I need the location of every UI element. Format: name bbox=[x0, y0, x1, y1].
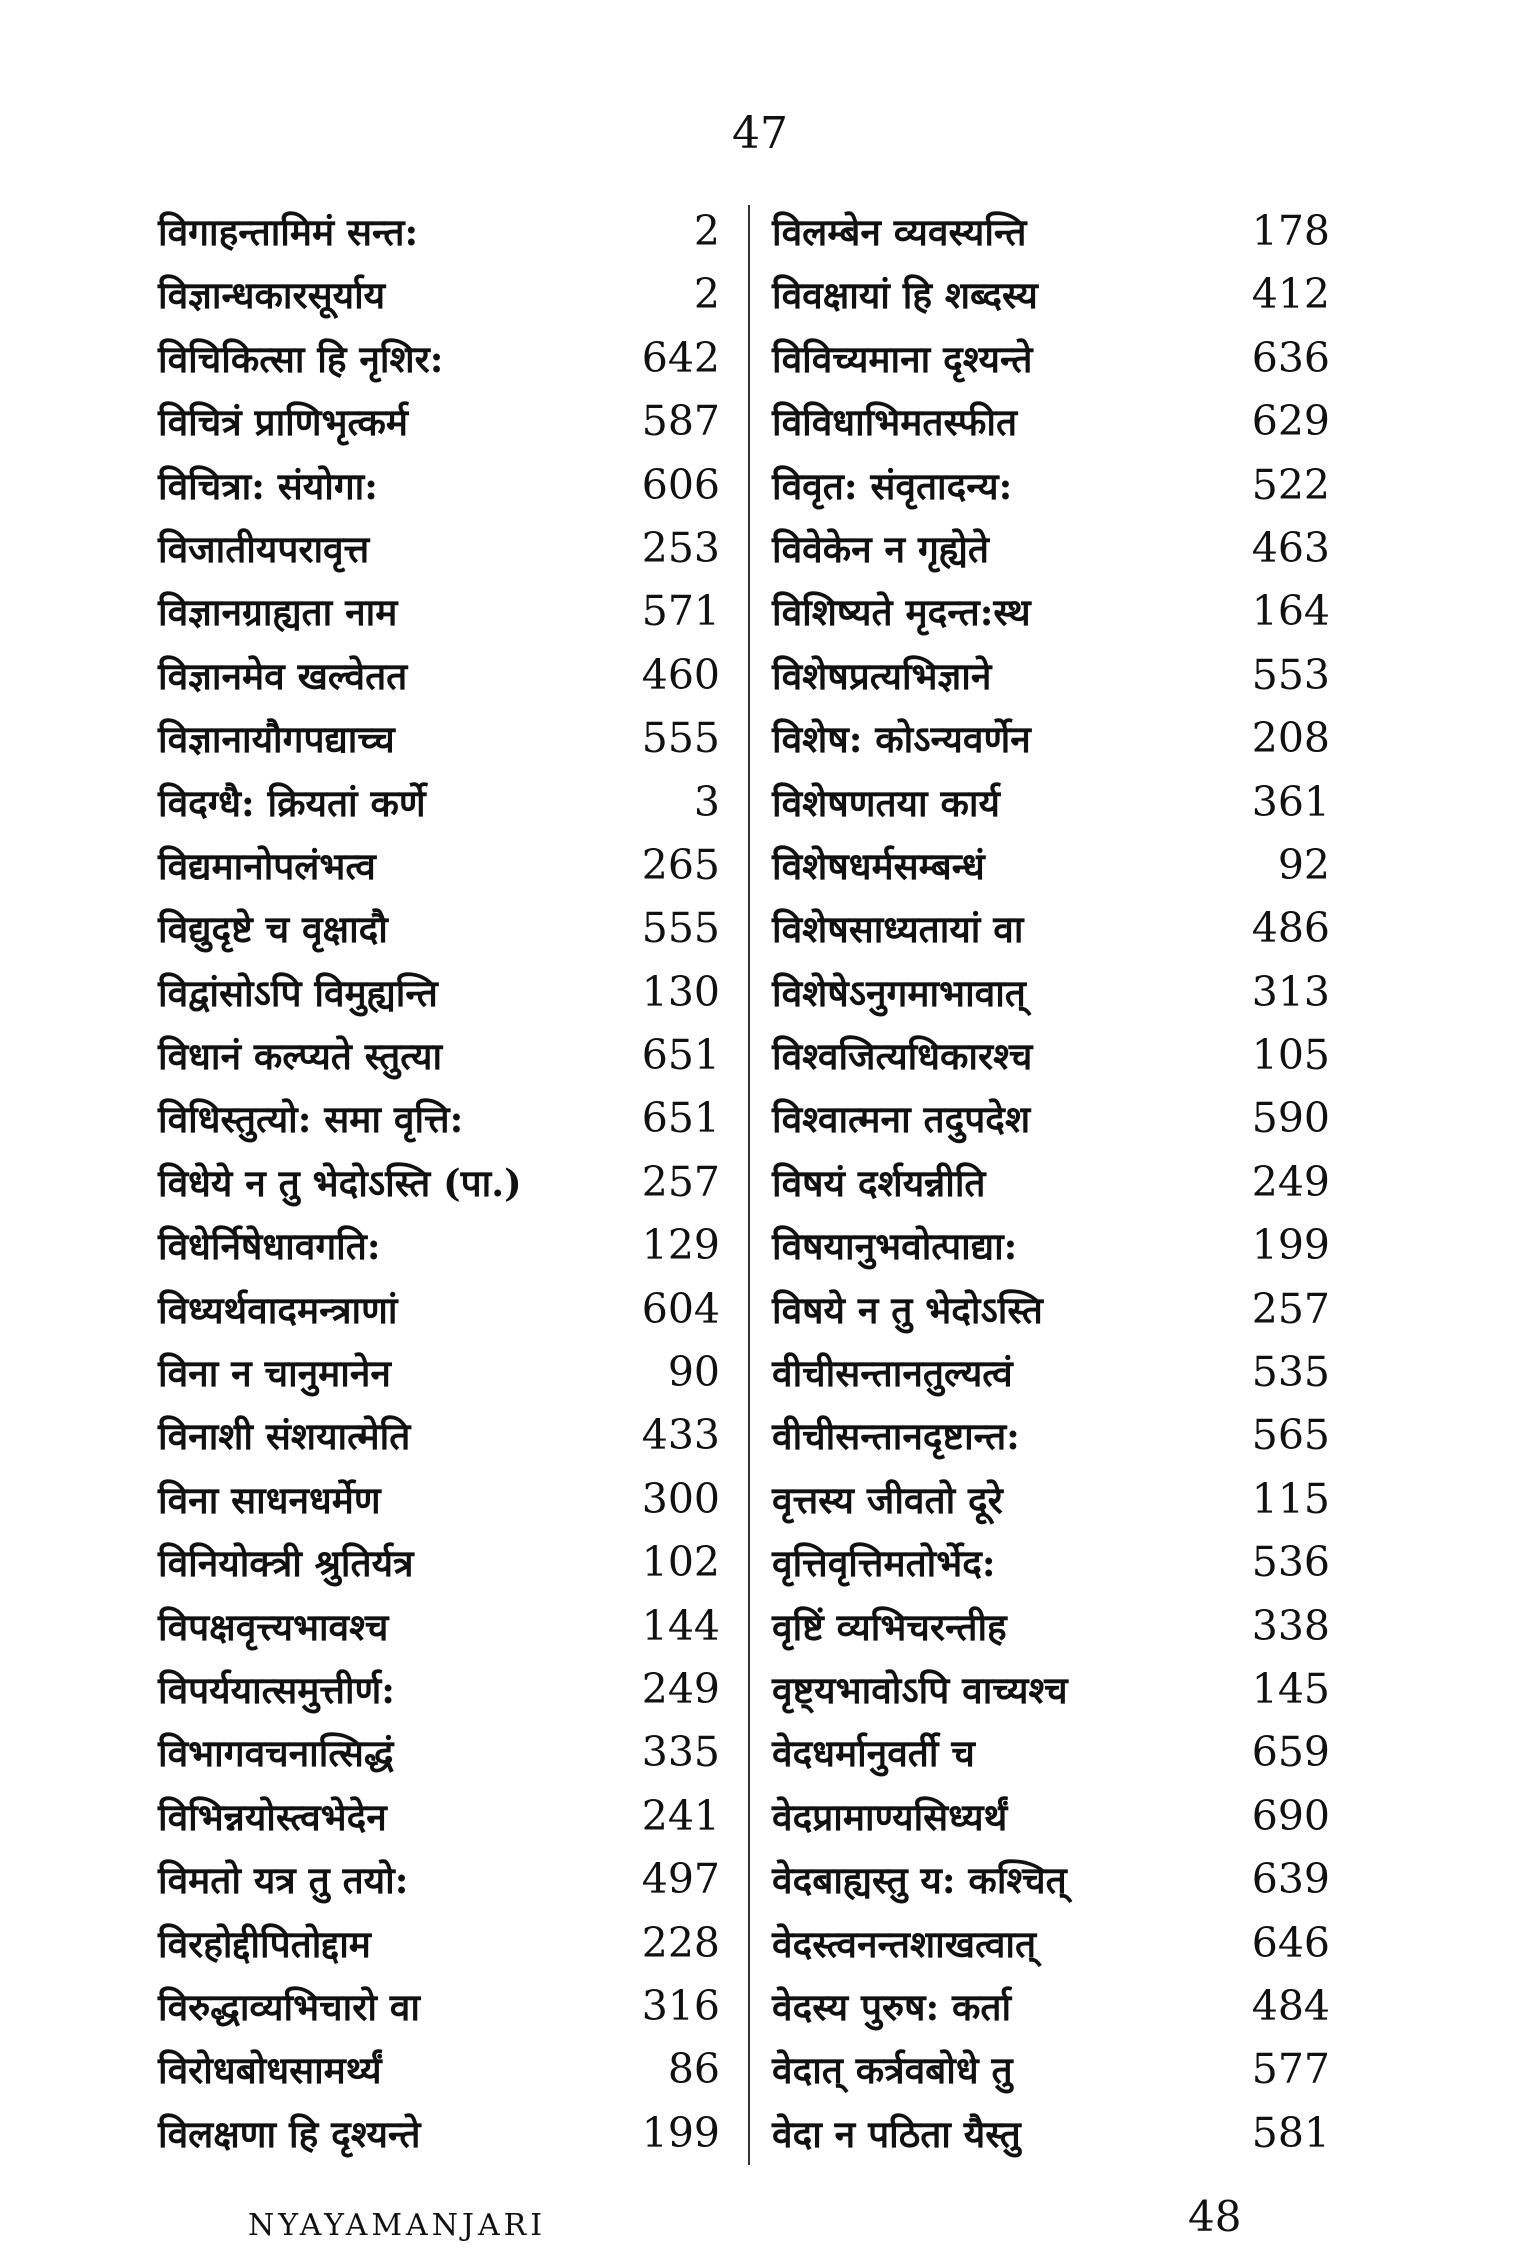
index-entry bbox=[158, 1404, 720, 1467]
entry-text: विध्यर्थवादमन्त्राणां bbox=[158, 1287, 398, 1332]
entry-page-number: 565 bbox=[1251, 1411, 1330, 1460]
entry-page-number: 265 bbox=[641, 840, 720, 889]
entry-page-number: 555 bbox=[641, 904, 720, 953]
entry-page-number: 581 bbox=[1251, 2108, 1330, 2157]
entry-text: विषयं दर्शयन्नीति bbox=[772, 1160, 986, 1205]
entry-text: वेदात् कर्त्रवबोधे तु bbox=[772, 2048, 1013, 2093]
index-entry bbox=[158, 580, 720, 643]
entry-text: विज्ञान्धकारसूर्याय bbox=[158, 273, 386, 318]
index-entry bbox=[772, 1214, 1330, 1277]
entry-text: विशेषेऽनुगमाभावात् bbox=[772, 970, 1026, 1015]
entry-text: विभागवचनात्सिद्धं bbox=[158, 1731, 394, 1776]
entry-text: विरोधबोधसामर्थ्यं bbox=[158, 2048, 382, 2093]
entry-page-number: 257 bbox=[641, 1157, 720, 1206]
entry-text: वेदस्य पुरुष: कर्ता bbox=[772, 1984, 1012, 2029]
entry-page-number: 484 bbox=[1251, 1981, 1330, 2030]
index-entry bbox=[772, 263, 1330, 326]
index-entry bbox=[772, 1024, 1330, 1087]
entry-text: विधेर्निषेधावगति: bbox=[158, 1224, 381, 1269]
entry-page-number: 587 bbox=[641, 397, 720, 446]
index-entry bbox=[772, 2102, 1330, 2165]
index-entry bbox=[772, 961, 1330, 1024]
entry-page-number: 130 bbox=[641, 967, 720, 1016]
entry-page-number: 102 bbox=[641, 1538, 720, 1587]
entry-page-number: 90 bbox=[667, 1348, 720, 1397]
entry-page-number: 577 bbox=[1251, 2045, 1330, 2094]
column-divider bbox=[748, 205, 750, 2165]
entry-page-number: 2 bbox=[693, 207, 720, 255]
index-entry bbox=[772, 1658, 1330, 1721]
entry-text: विवेकेन न गृह्येते bbox=[772, 526, 990, 571]
entry-text: वृत्तिवृत्तिमतोर्भेद: bbox=[772, 1541, 996, 1586]
entry-text: विद्यमानोपलंभत्व bbox=[158, 843, 376, 888]
entry-page-number: 555 bbox=[641, 714, 720, 763]
entry-page-number: 651 bbox=[641, 1031, 720, 1080]
index-entry bbox=[772, 771, 1330, 834]
index-entry bbox=[158, 1912, 720, 1975]
entry-page-number: 571 bbox=[641, 587, 720, 636]
entry-text: वृष्टिं व्यभिचरन्तीह bbox=[772, 1604, 1007, 1649]
index-entry bbox=[772, 327, 1330, 390]
index-entry bbox=[772, 1848, 1330, 1911]
entry-page-number: 300 bbox=[641, 1474, 720, 1523]
entry-text: विद्युदृष्टे च वृक्षादौ bbox=[158, 907, 388, 952]
entry-page-number: 115 bbox=[1251, 1474, 1330, 1523]
index-entry bbox=[772, 1595, 1330, 1658]
entry-page-number: 199 bbox=[641, 2108, 720, 2157]
entry-text: वृष्ट्यभावोऽपि वाच्यश्च bbox=[772, 1667, 1068, 1712]
entry-page-number: 2 bbox=[693, 270, 720, 319]
entry-page-number: 249 bbox=[1251, 1157, 1330, 1206]
entry-text: विलक्षणा हि दृश्यन्ते bbox=[158, 2111, 421, 2156]
index-entry bbox=[158, 834, 720, 897]
entry-text: विशेष: कोऽन्यवर्णेन bbox=[772, 717, 1031, 762]
entry-text: विशेषसाध्यतायां वा bbox=[772, 907, 1024, 952]
entry-text: विज्ञानमेव खल्वेतत bbox=[158, 653, 408, 698]
entry-page-number: 92 bbox=[1277, 840, 1330, 889]
entry-page-number: 241 bbox=[641, 1791, 720, 1840]
index-entry bbox=[158, 1848, 720, 1911]
entry-page-number: 178 bbox=[1251, 207, 1330, 255]
entry-text: वीचीसन्तानदृष्टान्त: bbox=[772, 1414, 1020, 1459]
entry-page-number: 208 bbox=[1251, 714, 1330, 763]
index-entry bbox=[772, 1404, 1330, 1467]
index-entry bbox=[158, 1595, 720, 1658]
index-entry bbox=[158, 1975, 720, 2038]
entry-text: विमतो यत्र तु तयो: bbox=[158, 1858, 409, 1903]
entry-text: वीचीसन्तानतुल्यत्वं bbox=[772, 1351, 1013, 1396]
left-column bbox=[158, 200, 720, 2165]
entry-text: विपर्ययात्समुत्तीर्ण: bbox=[158, 1667, 395, 1712]
entry-text: वेदबाह्यस्तु य: कश्चित् bbox=[772, 1858, 1067, 1903]
entry-page-number: 412 bbox=[1251, 270, 1330, 319]
index-entry bbox=[158, 897, 720, 960]
index-entry bbox=[772, 1151, 1330, 1214]
entry-page-number: 257 bbox=[1251, 1284, 1330, 1333]
entry-text: विना न चानुमानेन bbox=[158, 1351, 391, 1396]
index-entry bbox=[772, 1785, 1330, 1848]
index-entry bbox=[158, 1658, 720, 1721]
index-entry bbox=[158, 771, 720, 834]
index-entry bbox=[772, 2038, 1330, 2101]
entry-page-number: 486 bbox=[1251, 904, 1330, 953]
entry-text: विशेषणतया कार्य bbox=[772, 780, 1000, 825]
entry-page-number: 639 bbox=[1251, 1855, 1330, 1904]
entry-text: वृत्तस्य जीवतो दूरे bbox=[772, 1477, 1003, 1522]
entry-page-number: 253 bbox=[641, 523, 720, 572]
entry-text: विज्ञानग्राह्यता नाम bbox=[158, 590, 398, 635]
entry-page-number: 690 bbox=[1251, 1791, 1330, 1840]
index-entry bbox=[158, 1024, 720, 1087]
entry-page-number: 659 bbox=[1251, 1728, 1330, 1777]
entry-text: विरहोद्दीपितोद्दाम bbox=[158, 1921, 371, 1966]
index-entry bbox=[772, 644, 1330, 707]
entry-page-number: 129 bbox=[641, 1221, 720, 1270]
entry-page-number: 338 bbox=[1251, 1601, 1330, 1650]
entry-text: विचिकित्सा हि नृशिर: bbox=[158, 336, 444, 381]
index-entry bbox=[772, 897, 1330, 960]
entry-page-number: 629 bbox=[1251, 397, 1330, 446]
entry-page-number: 651 bbox=[641, 1094, 720, 1143]
entry-text: विवृत: संवृतादन्य: bbox=[772, 463, 1013, 508]
index-entry bbox=[158, 1785, 720, 1848]
index-entry bbox=[158, 1721, 720, 1784]
entry-text: विलम्बेन व्यवस्यन्ति bbox=[772, 210, 1027, 254]
entry-text: विधिस्तुत्यो: समा वृत्ति: bbox=[158, 1097, 464, 1142]
index-entry bbox=[158, 200, 720, 263]
index-entry bbox=[772, 1087, 1330, 1150]
entry-page-number: 497 bbox=[641, 1855, 720, 1904]
entry-page-number: 553 bbox=[1251, 650, 1330, 699]
index-entry bbox=[158, 1341, 720, 1404]
entry-text: विश्वात्मना तदुपदेश bbox=[772, 1097, 1031, 1142]
index-entry bbox=[158, 707, 720, 770]
entry-page-number: 536 bbox=[1251, 1538, 1330, 1587]
entry-text: वेदा न पठिता यैस्तु bbox=[772, 2111, 1021, 2156]
entry-page-number: 522 bbox=[1251, 460, 1330, 509]
index-entry bbox=[158, 263, 720, 326]
entry-page-number: 463 bbox=[1251, 523, 1330, 572]
index-entry bbox=[772, 1341, 1330, 1404]
entry-page-number: 361 bbox=[1251, 777, 1330, 826]
entry-text: विचित्रं प्राणिभृत्कर्म bbox=[158, 400, 409, 445]
entry-text: विविधाभिमतस्फीत bbox=[772, 400, 1018, 445]
entry-page-number: 145 bbox=[1251, 1664, 1330, 1713]
entry-text: विशिष्यते मृदन्त:स्थ bbox=[772, 590, 1031, 635]
entry-text: विशेषप्रत्यभिज्ञाने bbox=[772, 653, 992, 698]
index-entry bbox=[772, 580, 1330, 643]
entry-page-number: 3 bbox=[693, 777, 720, 826]
index-entry bbox=[158, 1214, 720, 1277]
index-entry bbox=[158, 2102, 720, 2165]
entry-page-number: 646 bbox=[1251, 1918, 1330, 1967]
index-entry bbox=[158, 961, 720, 1024]
entry-text: विचित्रा: संयोगा: bbox=[158, 463, 378, 508]
index-entry bbox=[158, 1278, 720, 1341]
entry-text: विजातीयपरावृत्त bbox=[158, 526, 370, 571]
index-entry bbox=[772, 1531, 1330, 1594]
entry-text: विनियोक्त्री श्रुतिर्यत्र bbox=[158, 1541, 414, 1586]
entry-text: विभिन्नयोस्त्वभेदेन bbox=[158, 1794, 387, 1839]
entry-page-number: 460 bbox=[641, 650, 720, 699]
entry-page-number: 335 bbox=[641, 1728, 720, 1777]
index-entry bbox=[158, 327, 720, 390]
entry-text: वेदप्रामाण्यसिध्यर्थं bbox=[772, 1794, 1008, 1839]
entry-page-number: 144 bbox=[641, 1601, 720, 1650]
index-entry bbox=[772, 390, 1330, 453]
entry-text: विज्ञानायौगपद्याच्च bbox=[158, 717, 395, 762]
entry-text: विषये न तु भेदोऽस्ति bbox=[772, 1287, 1043, 1332]
index-entry bbox=[158, 1468, 720, 1531]
entry-page-number: 105 bbox=[1251, 1031, 1330, 1080]
index-entry bbox=[772, 1912, 1330, 1975]
entry-text: वेदधर्मानुवर्ती च bbox=[772, 1731, 975, 1776]
entry-page-number: 642 bbox=[641, 333, 720, 382]
entry-text: विरुद्धाव्यभिचारो वा bbox=[158, 1984, 420, 2029]
entry-text: विपक्षवृत्त्यभावश्च bbox=[158, 1604, 389, 1649]
index-entry bbox=[772, 517, 1330, 580]
index-entry bbox=[772, 1468, 1330, 1531]
entry-page-number: 249 bbox=[641, 1664, 720, 1713]
index-entry bbox=[772, 1975, 1330, 2038]
entry-text: वेदस्त्वनन्तशाखत्वात् bbox=[772, 1921, 1037, 1966]
entry-page-number: 164 bbox=[1251, 587, 1330, 636]
page-number-top: 47 bbox=[732, 108, 788, 159]
index-entry bbox=[158, 454, 720, 517]
entry-text: विधानं कल्प्यते स्तुत्या bbox=[158, 1034, 443, 1079]
index-entry bbox=[158, 644, 720, 707]
entry-page-number: 86 bbox=[667, 2045, 720, 2094]
entry-text: विद्वांसोऽपि विमुह्यन्ति bbox=[158, 970, 438, 1015]
entry-page-number: 199 bbox=[1251, 1221, 1330, 1270]
index-entry bbox=[772, 707, 1330, 770]
index-entry bbox=[158, 390, 720, 453]
entry-page-number: 535 bbox=[1251, 1348, 1330, 1397]
entry-page-number: 433 bbox=[641, 1411, 720, 1460]
index-entry bbox=[158, 2038, 720, 2101]
entry-page-number: 316 bbox=[641, 1981, 720, 2030]
index-entry bbox=[772, 1721, 1330, 1784]
entry-text: विषयानुभवोत्पाद्या: bbox=[772, 1224, 1018, 1269]
index-entry bbox=[158, 1151, 720, 1214]
entry-page-number: 590 bbox=[1251, 1094, 1330, 1143]
entry-page-number: 636 bbox=[1251, 333, 1330, 382]
index-entry bbox=[158, 1531, 720, 1594]
entry-text: विनाशी संशयात्मेति bbox=[158, 1414, 411, 1459]
entry-text: विना साधनधर्मेण bbox=[158, 1477, 381, 1522]
index-entry bbox=[772, 454, 1330, 517]
entry-text: विविच्यमाना दृश्यन्ते bbox=[772, 336, 1033, 381]
index-entry bbox=[772, 200, 1330, 263]
entry-text: विश्वजित्यधिकारश्च bbox=[772, 1034, 1033, 1079]
footer-label: NYAYAMANJARI bbox=[248, 2208, 547, 2243]
entry-page-number: 606 bbox=[641, 460, 720, 509]
index-entry bbox=[772, 1278, 1330, 1341]
entry-text: विशेषधर्मसम्बन्धं bbox=[772, 843, 985, 888]
entry-text: विवक्षायां हि शब्दस्य bbox=[772, 273, 1038, 318]
entry-text: विदग्धै: क्रियतां कर्णे bbox=[158, 780, 426, 825]
entry-text: विगाहन्तामिमं सन्त: bbox=[158, 210, 419, 254]
entry-text: विधेये न तु भेदोऽस्ति (पा.) bbox=[158, 1160, 522, 1205]
entry-page-number: 228 bbox=[641, 1918, 720, 1967]
right-column bbox=[772, 200, 1330, 2165]
entry-page-number: 313 bbox=[1251, 967, 1330, 1016]
entry-page-number: 604 bbox=[641, 1284, 720, 1333]
index-entry bbox=[158, 1087, 720, 1150]
index-entry bbox=[772, 834, 1330, 897]
index-entry bbox=[158, 517, 720, 580]
page-number-bottom: 48 bbox=[1188, 2192, 1242, 2241]
